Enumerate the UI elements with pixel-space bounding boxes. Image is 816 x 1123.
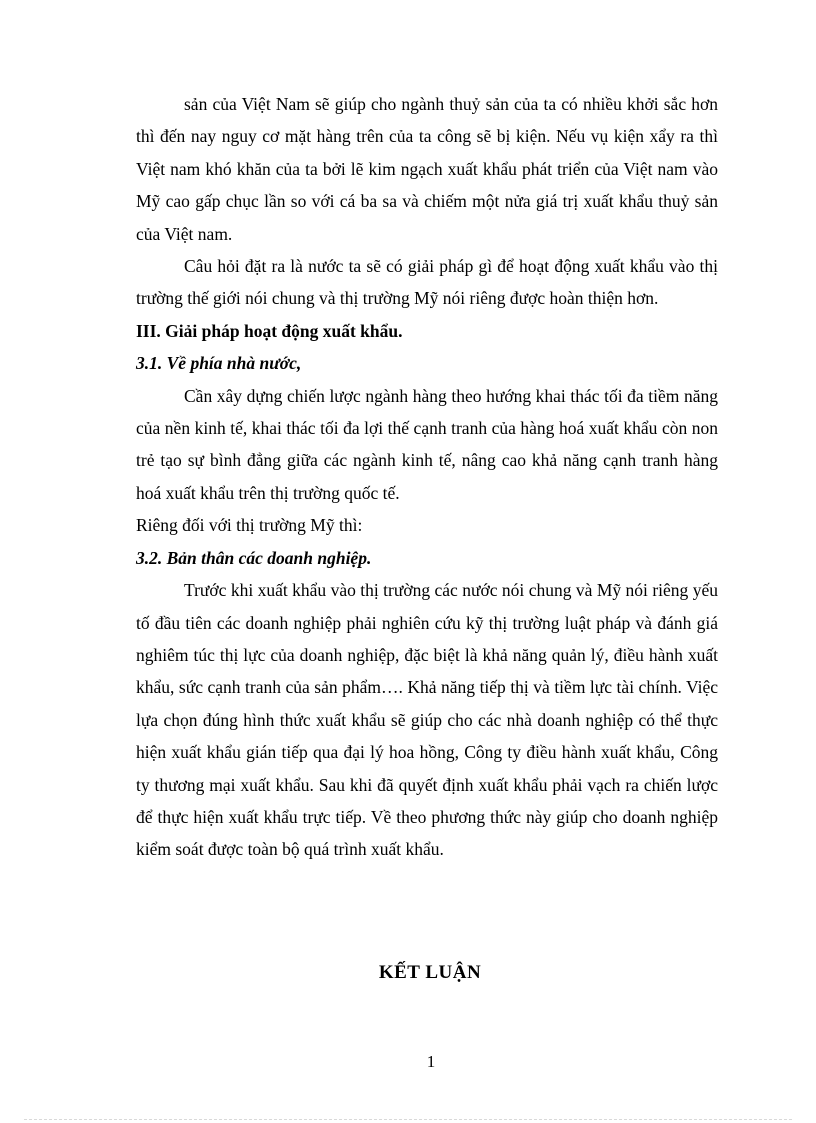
subsection-heading-enterprises: 3.2. Bản thân các doanh nghiệp. xyxy=(136,547,372,568)
page-number: 1 xyxy=(426,1052,436,1071)
section-heading: III. Giải pháp hoạt động xuất khẩu. xyxy=(136,320,403,341)
paragraph-us-market-note: Riêng đối với thị trường Mỹ thì: xyxy=(136,515,363,536)
document-body xyxy=(136,88,718,866)
paragraph-question: Câu hỏi đặt ra là nước ta sẽ có giải pháp gì để hoạt động xuất khẩu vào thị trường thế giới nói chung và thị trường Mỹ nói riêng được hoàn thiện hơn. xyxy=(136,256,718,309)
paragraph-state-strategy: Cần xây dựng chiến lược ngành hàng theo hướng khai thác tối đa tiềm năng của nền kinh tế, khai thác tối đa lợi thế cạnh tranh của hàng hoá xuất khẩu còn non trẻ tạo sự bình đẳng giữa các ngành kinh tế, nâng cao khả năng cạnh tranh hàng hoá xuất khẩu trên thị trường quốc tế. xyxy=(136,385,718,503)
conclusion-heading: KẾT LUẬN xyxy=(378,962,482,983)
paragraph-enterprises: Trước khi xuất khẩu vào thị trường các nước nói chung và Mỹ nói riêng yếu tố đầu tiên các doanh nghiệp phải nghiên cứu kỹ thị trường luật pháp và đánh giá nghiêm túc thị lực của doanh nghiệp, đặc biệt là khả năng quản lý, điều hành xuất khẩu, sức cạnh tranh của sản phẩm…. Khả năng tiếp thị và tiềm lực tài chính. Việc lựa chọn đúng hình thức xuất khẩu sẽ giúp cho các nhà doanh nghiệp có thể thực hiện xuất khẩu gián tiếp qua đại lý hoa hồng, Công ty điều hành xuất khẩu, Công ty thương mại xuất khẩu. Sau khi đã quyết định xuất khẩu phải vạch ra chiến lược để thực hiện xuất khẩu trực tiếp. Về theo phương thức này giúp cho doanh nghiệp kiểm soát được toàn bộ quá trình xuất khẩu. xyxy=(136,580,718,860)
page-bottom-divider xyxy=(24,1119,792,1120)
subsection-heading-state: 3.1. Về phía nhà nước, xyxy=(136,353,302,374)
paragraph-continuation: sản của Việt Nam sẽ giúp cho ngành thuỷ sản của ta có nhiều khởi sắc hơn thì đến nay nguy cơ mặt hàng trên của ta công sẽ bị kiện. Nếu vụ kiện xẩy ra thì Việt nam khó khăn của ta bởi lẽ kim ngạch xuất khẩu phát triển của Việt nam vào Mỹ cao gấp chục lần so với cá ba sa và chiếm một nửa giá trị xuất khẩu thuỷ sản của Việt nam. xyxy=(136,94,718,244)
